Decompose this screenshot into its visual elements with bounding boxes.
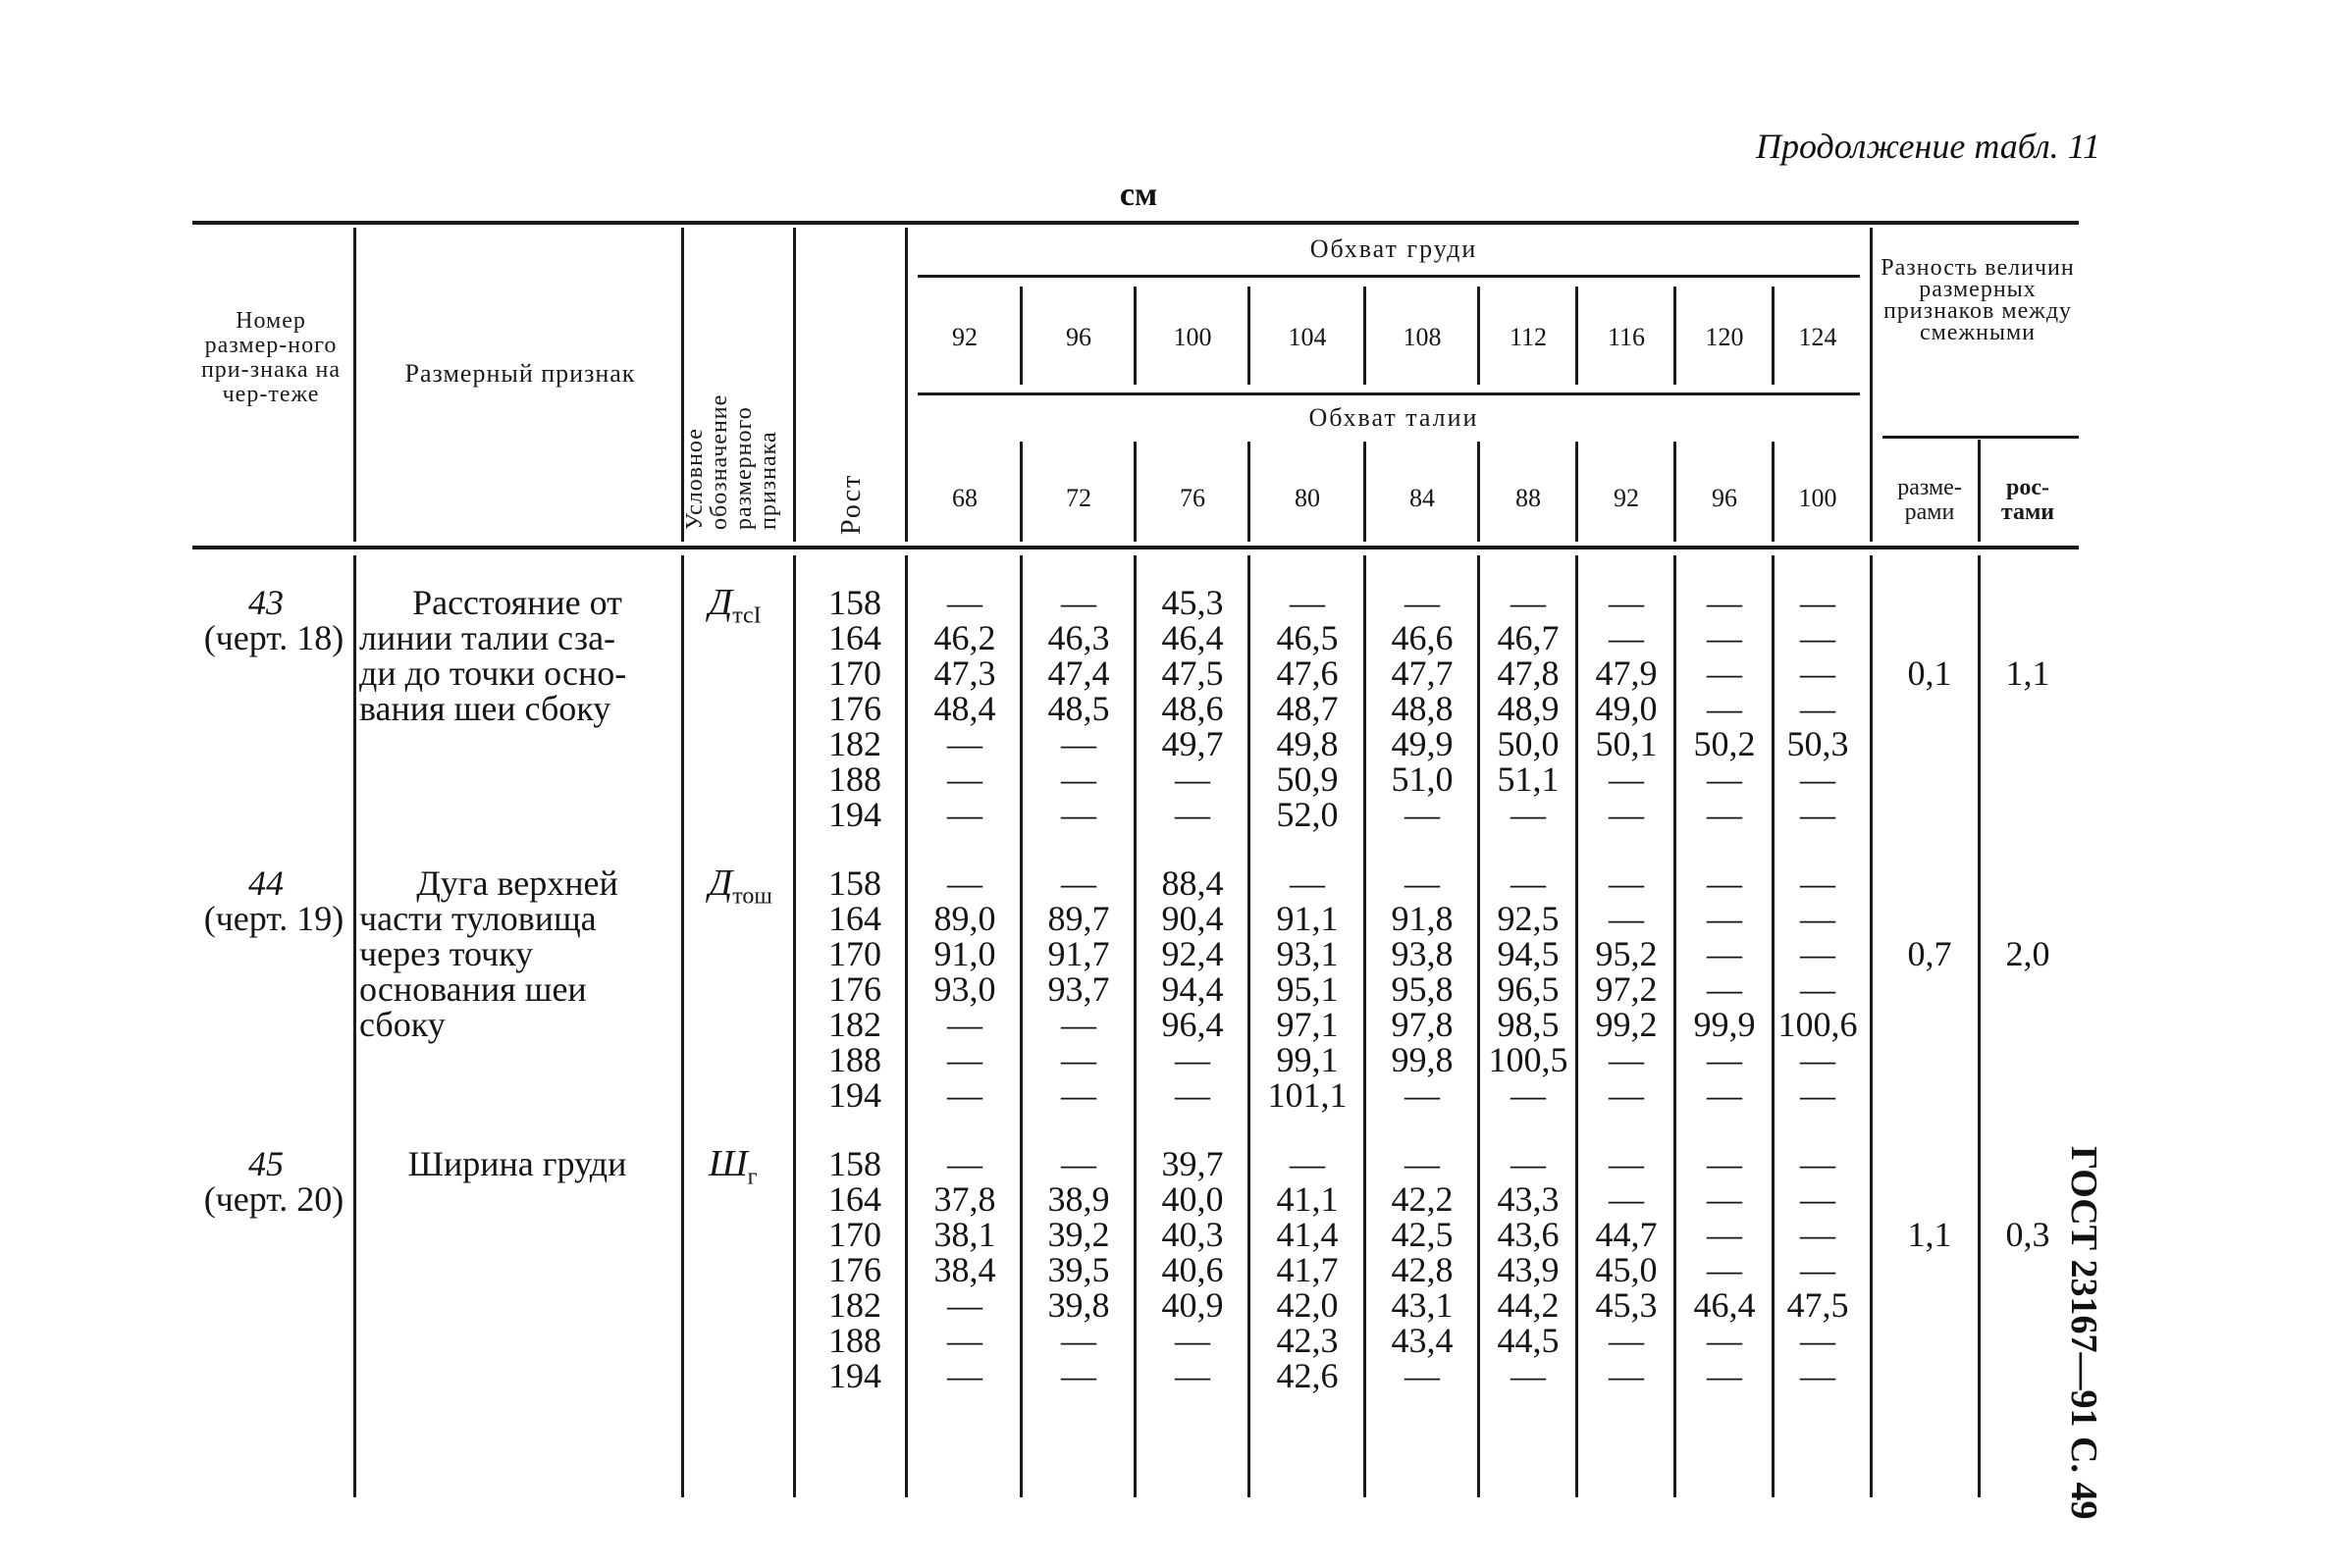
- cell-value: 42,8: [1391, 1250, 1454, 1289]
- cell-value: 46,4: [1161, 618, 1224, 657]
- height-value: 182: [828, 724, 881, 763]
- cell-value: —: [947, 759, 982, 799]
- height-value: 164: [828, 1179, 881, 1219]
- cell-value: 47,3: [933, 653, 996, 693]
- cell-value: 38,1: [933, 1215, 996, 1254]
- chest-value: 112: [1509, 323, 1548, 351]
- cell-value: —: [1609, 759, 1644, 799]
- cell-value: 40,0: [1161, 1179, 1224, 1219]
- cell-value: —: [1175, 1356, 1210, 1395]
- cell-value: —: [1061, 795, 1096, 834]
- cell-value: —: [1061, 1356, 1096, 1395]
- cell-value: 47,7: [1391, 653, 1454, 693]
- cell-value: 89,7: [1047, 899, 1110, 938]
- cell-value: —: [1609, 899, 1644, 938]
- height-value: 194: [828, 1075, 881, 1115]
- cell-value: 47,5: [1786, 1285, 1849, 1325]
- height-value: 188: [828, 759, 881, 799]
- cell-value: 39,5: [1047, 1250, 1110, 1289]
- cell-value: —: [1609, 1179, 1644, 1219]
- cell-value: 50,3: [1786, 724, 1849, 763]
- cell-value: 47,4: [1047, 653, 1110, 693]
- cell-value: 48,6: [1161, 689, 1224, 728]
- header-chest: Обхват груди: [1309, 235, 1478, 263]
- feature-symbol: [709, 581, 762, 630]
- header-height: Рост: [836, 473, 867, 535]
- feature-line: Ширина груди: [407, 1144, 627, 1183]
- chest-value: 120: [1705, 323, 1744, 351]
- cell-value: —: [1175, 1075, 1210, 1115]
- cell-value: 96,5: [1497, 969, 1560, 1009]
- cell-value: —: [1510, 1144, 1546, 1183]
- cell-value: —: [1707, 934, 1742, 973]
- cell-value: —: [1061, 863, 1096, 903]
- cell-value: —: [1707, 899, 1742, 938]
- diff-sizes-value: 0,7: [1907, 934, 1952, 973]
- waist-value: 72: [1066, 484, 1091, 512]
- cell-value: 49,7: [1161, 724, 1224, 763]
- header-num: Номер размер-ного при-знака на чер-теже: [200, 308, 342, 407]
- cell-value: 49,8: [1276, 724, 1339, 763]
- cell-value: 93,0: [933, 969, 996, 1009]
- feature-line: Расстояние от: [412, 583, 622, 622]
- cell-value: —: [1800, 583, 1835, 622]
- cell-value: —: [1707, 759, 1742, 799]
- symbol-letter: Ш: [709, 1143, 748, 1184]
- cell-value: 88,4: [1161, 863, 1224, 903]
- cell-value: 39,8: [1047, 1285, 1110, 1325]
- feature-line: Дуга верхней: [416, 863, 618, 903]
- cell-value: 43,3: [1497, 1179, 1560, 1219]
- feature-line: части туловища: [359, 899, 597, 938]
- chest-value: 108: [1403, 323, 1442, 351]
- cell-value: —: [1800, 653, 1835, 693]
- cell-value: 40,9: [1161, 1285, 1224, 1325]
- cell-value: —: [1800, 1179, 1835, 1219]
- waist-value: 80: [1295, 484, 1320, 512]
- cell-value: —: [1609, 1321, 1644, 1360]
- cell-value: 93,1: [1276, 934, 1339, 973]
- chest-value: 116: [1607, 323, 1646, 351]
- waist-value: 76: [1180, 484, 1205, 512]
- cell-value: —: [947, 1005, 982, 1044]
- cell-value: 46,4: [1693, 1285, 1756, 1325]
- cell-value: —: [1609, 1356, 1644, 1395]
- feature-line: основания шеи: [359, 969, 587, 1009]
- cell-value: 96,4: [1161, 1005, 1224, 1044]
- cell-value: 47,5: [1161, 653, 1224, 693]
- cell-value: —: [1707, 1356, 1742, 1395]
- height-value: 194: [828, 1356, 881, 1395]
- cell-value: 44,2: [1497, 1285, 1560, 1325]
- cell-value: 47,6: [1276, 653, 1339, 693]
- cell-value: —: [1510, 863, 1546, 903]
- height-value: 164: [828, 899, 881, 938]
- feature-line: сбоку: [359, 1005, 446, 1044]
- cell-value: —: [1800, 863, 1835, 903]
- cell-value: —: [1800, 1356, 1835, 1395]
- cell-value: 44,5: [1497, 1321, 1560, 1360]
- cell-value: 95,2: [1595, 934, 1658, 973]
- diff-heights-value: 2,0: [2005, 934, 2050, 973]
- cell-value: —: [1707, 583, 1742, 622]
- cell-value: 50,1: [1595, 724, 1658, 763]
- cell-value: —: [1061, 583, 1096, 622]
- cell-value: —: [1061, 1321, 1096, 1360]
- cell-value: 41,1: [1276, 1179, 1339, 1219]
- diff-sizes-value: 1,1: [1907, 1215, 1952, 1254]
- cell-value: 90,4: [1161, 899, 1224, 938]
- height-value: 194: [828, 795, 881, 834]
- header-feature: Размерный признак: [404, 359, 636, 388]
- cell-value: 99,8: [1391, 1040, 1454, 1079]
- cell-value: 91,1: [1276, 899, 1339, 938]
- cell-value: 44,7: [1595, 1215, 1658, 1254]
- cell-value: —: [1707, 653, 1742, 693]
- cell-value: —: [947, 583, 982, 622]
- cell-value: —: [1175, 759, 1210, 799]
- cell-value: —: [1609, 583, 1644, 622]
- cell-value: 52,0: [1276, 795, 1339, 834]
- cell-value: 50,0: [1497, 724, 1560, 763]
- cell-value: 37,8: [933, 1179, 996, 1219]
- feature-line: ди до точки осно-: [359, 653, 627, 693]
- cell-value: —: [1061, 724, 1096, 763]
- chest-value: 96: [1066, 323, 1091, 351]
- row-number: 44: [248, 863, 284, 903]
- cell-value: —: [1510, 1075, 1546, 1115]
- height-value: 170: [828, 1215, 881, 1254]
- cell-value: 41,4: [1276, 1215, 1339, 1254]
- cell-value: 50,2: [1693, 724, 1756, 763]
- diff-sizes-value: 0,1: [1907, 653, 1952, 693]
- cell-value: 101,1: [1267, 1075, 1348, 1115]
- cell-value: 42,2: [1391, 1179, 1454, 1219]
- cell-value: 93,8: [1391, 934, 1454, 973]
- cell-value: 95,8: [1391, 969, 1454, 1009]
- cell-value: —: [1061, 1144, 1096, 1183]
- cell-value: —: [947, 1321, 982, 1360]
- header-diff: Разность величин размерных признаков между смежными: [1881, 255, 2075, 345]
- feature-line: вания шеи сбоку: [359, 689, 611, 728]
- cell-value: 46,2: [933, 618, 996, 657]
- cell-value: —: [1609, 1144, 1644, 1183]
- cell-value: —: [1800, 934, 1835, 973]
- cell-value: —: [1707, 689, 1742, 728]
- cell-value: —: [1800, 1321, 1835, 1360]
- chest-value: 92: [952, 323, 978, 351]
- cell-value: —: [1800, 1250, 1835, 1289]
- cell-value: —: [1707, 969, 1742, 1009]
- symbol-subscript: г: [747, 1164, 758, 1190]
- row-number: 43: [248, 583, 284, 622]
- chest-value: 100: [1173, 323, 1212, 351]
- cell-value: 46,6: [1391, 618, 1454, 657]
- cell-value: 89,0: [933, 899, 996, 938]
- cell-value: —: [1609, 863, 1644, 903]
- waist-value: 68: [952, 484, 978, 512]
- cell-value: 38,9: [1047, 1179, 1110, 1219]
- header-diff-heights: рос-тами: [2000, 475, 2055, 525]
- cell-value: —: [1707, 1179, 1742, 1219]
- waist-value: 96: [1712, 484, 1737, 512]
- height-value: 176: [828, 969, 881, 1009]
- feature-line: линии талии сза-: [359, 618, 616, 657]
- symbol-letter: Д: [709, 862, 733, 904]
- cell-value: —: [1061, 1040, 1096, 1079]
- cell-value: —: [947, 863, 982, 903]
- feature-symbol: [709, 1142, 757, 1191]
- cell-value: 94,5: [1497, 934, 1560, 973]
- chest-value: 124: [1798, 323, 1837, 351]
- cell-value: 48,9: [1497, 689, 1560, 728]
- cell-value: —: [947, 1285, 982, 1325]
- cell-value: 42,0: [1276, 1285, 1339, 1325]
- cell-value: 42,3: [1276, 1321, 1339, 1360]
- cell-value: 51,0: [1391, 759, 1454, 799]
- row-drawing-ref: (черт. 20): [203, 1179, 344, 1219]
- height-value: 176: [828, 1250, 881, 1289]
- cell-value: —: [1800, 795, 1835, 834]
- cell-value: 38,4: [933, 1250, 996, 1289]
- height-value: 182: [828, 1005, 881, 1044]
- cell-value: —: [947, 1040, 982, 1079]
- height-value: 188: [828, 1321, 881, 1360]
- height-value: 164: [828, 618, 881, 657]
- symbol-subscript: тсI: [732, 602, 762, 629]
- cell-value: 95,1: [1276, 969, 1339, 1009]
- feature-line: через точку: [359, 934, 534, 973]
- cell-value: —: [1800, 1075, 1835, 1115]
- cell-value: —: [1800, 1144, 1835, 1183]
- waist-value: 92: [1614, 484, 1639, 512]
- cell-value: 91,0: [933, 934, 996, 973]
- row-drawing-ref: (черт. 19): [203, 899, 344, 938]
- cell-value: —: [1061, 1075, 1096, 1115]
- cell-value: 49,9: [1391, 724, 1454, 763]
- cell-value: 48,5: [1047, 689, 1110, 728]
- cell-value: 46,3: [1047, 618, 1110, 657]
- cell-value: 97,8: [1391, 1005, 1454, 1044]
- waist-value: 100: [1798, 484, 1837, 512]
- waist-value: 84: [1409, 484, 1435, 512]
- cell-value: 46,7: [1497, 618, 1560, 657]
- unit-label: см: [1119, 177, 1158, 213]
- cell-value: —: [1510, 1356, 1546, 1395]
- cell-value: 91,8: [1391, 899, 1454, 938]
- header-waist: Обхват талии: [1308, 403, 1479, 432]
- cell-value: —: [1707, 618, 1742, 657]
- cell-value: —: [1175, 1040, 1210, 1079]
- cell-value: —: [1800, 899, 1835, 938]
- cell-value: 48,7: [1276, 689, 1339, 728]
- cell-value: —: [1707, 863, 1742, 903]
- cell-value: —: [1800, 969, 1835, 1009]
- cell-value: 45,0: [1595, 1250, 1658, 1289]
- cell-value: 40,3: [1161, 1215, 1224, 1254]
- cell-value: —: [1175, 795, 1210, 834]
- cell-value: —: [1404, 863, 1440, 903]
- cell-value: —: [1707, 1321, 1742, 1360]
- cell-value: 98,5: [1497, 1005, 1560, 1044]
- cell-value: 47,9: [1595, 653, 1658, 693]
- cell-value: 48,4: [933, 689, 996, 728]
- cell-value: 43,9: [1497, 1250, 1560, 1289]
- cell-value: 99,2: [1595, 1005, 1658, 1044]
- cell-value: 41,7: [1276, 1250, 1339, 1289]
- cell-value: 97,1: [1276, 1005, 1339, 1044]
- cell-value: —: [1800, 759, 1835, 799]
- cell-value: 92,5: [1497, 899, 1560, 938]
- cell-value: —: [1061, 1005, 1096, 1044]
- cell-value: 100,6: [1777, 1005, 1858, 1044]
- height-value: 176: [828, 689, 881, 728]
- cell-value: 45,3: [1595, 1285, 1658, 1325]
- cell-value: 93,7: [1047, 969, 1110, 1009]
- cell-value: 45,3: [1161, 583, 1224, 622]
- cell-value: 99,9: [1693, 1005, 1756, 1044]
- cell-value: —: [1510, 795, 1546, 834]
- height-value: 158: [828, 583, 881, 622]
- cell-value: —: [1800, 1215, 1835, 1254]
- chest-value: 104: [1288, 323, 1327, 351]
- continuation-label: Продолжение табл. 11: [1755, 127, 2100, 166]
- header-diff-sizes: разме-рами: [1897, 475, 1962, 525]
- cell-value: —: [947, 795, 982, 834]
- cell-value: —: [947, 724, 982, 763]
- cell-value: —: [1707, 1250, 1742, 1289]
- cell-value: —: [1707, 1215, 1742, 1254]
- height-value: 158: [828, 1144, 881, 1183]
- cell-value: —: [1175, 1321, 1210, 1360]
- cell-value: 48,8: [1391, 689, 1454, 728]
- cell-value: 42,5: [1391, 1215, 1454, 1254]
- cell-value: —: [1061, 759, 1096, 799]
- cell-value: —: [1707, 1144, 1742, 1183]
- cell-value: 100,5: [1488, 1040, 1568, 1079]
- feature-symbol: [709, 862, 772, 911]
- cell-value: —: [1404, 1144, 1440, 1183]
- cell-value: —: [1800, 618, 1835, 657]
- height-value: 182: [828, 1285, 881, 1325]
- cell-value: 43,4: [1391, 1321, 1454, 1360]
- cell-value: —: [1404, 583, 1440, 622]
- symbol-letter: Д: [709, 582, 733, 623]
- cell-value: 94,4: [1161, 969, 1224, 1009]
- cell-value: —: [1609, 1075, 1644, 1115]
- cell-value: —: [1609, 795, 1644, 834]
- cell-value: —: [1707, 795, 1742, 834]
- cell-value: 39,7: [1161, 1144, 1224, 1183]
- cell-value: 51,1: [1497, 759, 1560, 799]
- cell-value: —: [1707, 1040, 1742, 1079]
- height-value: 158: [828, 863, 881, 903]
- cell-value: —: [947, 1075, 982, 1115]
- cell-value: 91,7: [1047, 934, 1110, 973]
- cell-value: 47,8: [1497, 653, 1560, 693]
- cell-value: 39,2: [1047, 1215, 1110, 1254]
- diff-heights-value: 0,3: [2005, 1215, 2050, 1254]
- side-label: ГОСТ 23167—91 С. 49: [2063, 1146, 2104, 1520]
- symbol-subscript: тош: [732, 883, 772, 910]
- cell-value: —: [1290, 1144, 1325, 1183]
- cell-value: —: [1609, 1040, 1644, 1079]
- cell-value: 97,2: [1595, 969, 1658, 1009]
- cell-value: 92,4: [1161, 934, 1224, 973]
- cell-value: 43,6: [1497, 1215, 1560, 1254]
- cell-value: 50,9: [1276, 759, 1339, 799]
- header-symbol: Условное обозначение размерного признака: [682, 393, 781, 530]
- cell-value: —: [1609, 618, 1644, 657]
- cell-value: 99,1: [1276, 1040, 1339, 1079]
- cell-value: —: [1800, 689, 1835, 728]
- row-number: 45: [248, 1144, 284, 1183]
- cell-value: 43,1: [1391, 1285, 1454, 1325]
- waist-value: 88: [1515, 484, 1541, 512]
- cell-value: —: [947, 1356, 982, 1395]
- cell-value: —: [1510, 583, 1546, 622]
- height-value: 170: [828, 653, 881, 693]
- cell-value: —: [947, 1144, 982, 1183]
- cell-value: —: [1800, 1040, 1835, 1079]
- cell-value: 42,6: [1276, 1356, 1339, 1395]
- cell-value: —: [1290, 583, 1325, 622]
- cell-value: 40,6: [1161, 1250, 1224, 1289]
- cell-value: —: [1404, 1356, 1440, 1395]
- height-value: 170: [828, 934, 881, 973]
- cell-value: —: [1290, 863, 1325, 903]
- diff-heights-value: 1,1: [2005, 653, 2050, 693]
- cell-value: 46,5: [1276, 618, 1339, 657]
- row-drawing-ref: (черт. 18): [203, 618, 344, 657]
- cell-value: —: [1404, 795, 1440, 834]
- cell-value: —: [1707, 1075, 1742, 1115]
- cell-value: 49,0: [1595, 689, 1658, 728]
- cell-value: —: [1404, 1075, 1440, 1115]
- height-value: 188: [828, 1040, 881, 1079]
